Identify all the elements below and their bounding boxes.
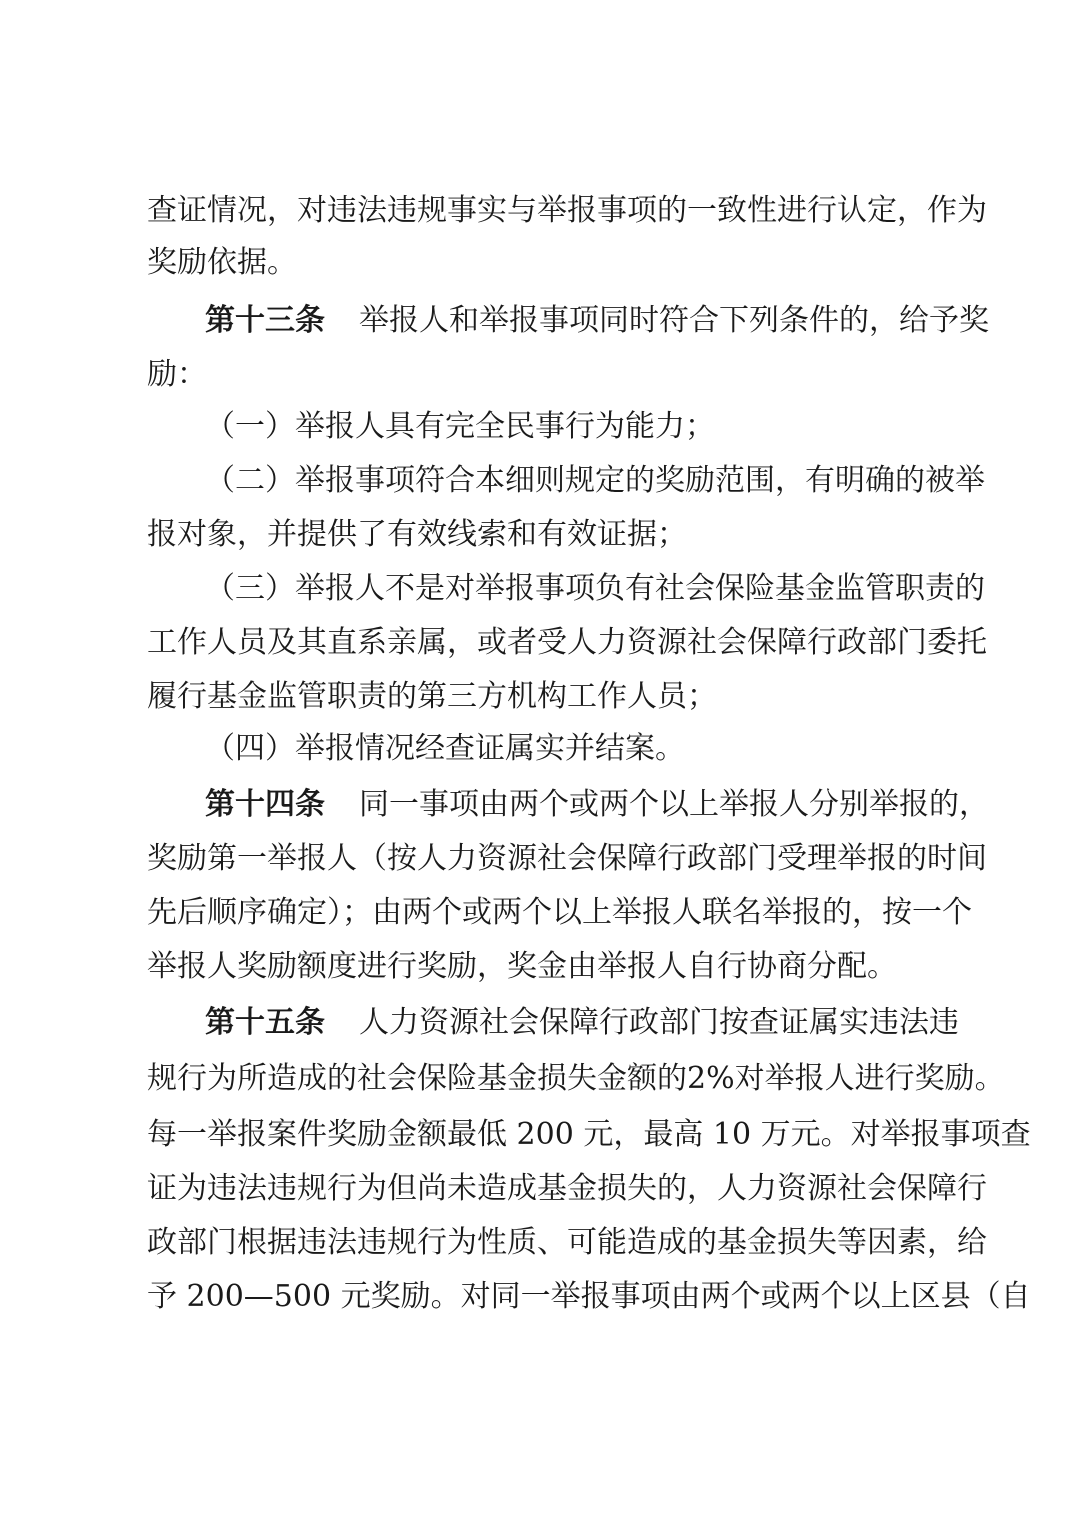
article-13-heading: 第十三条 xyxy=(205,303,325,338)
paragraph-line: 励： xyxy=(147,357,207,392)
article-15-text: 人力资源社会保障行政部门按查证属实违法违 xyxy=(359,1005,959,1040)
paragraph-line: 奖励依据。 xyxy=(147,245,297,280)
list-item-continuation: 工作人员及其直系亲属，或者受人力资源社会保障行政部门委托 xyxy=(147,625,987,660)
list-item: （二）举报事项符合本细则规定的奖励范围，有明确的被举 xyxy=(205,463,985,498)
paragraph-line: 举报人奖励额度进行奖励，奖金由举报人自行协商分配。 xyxy=(147,949,897,984)
paragraph-line: 每一举报案件奖励金额最低 200 元，最高 10 万元。对举报事项查 xyxy=(147,1117,1031,1152)
list-item-continuation: 履行基金监管职责的第三方机构工作人员； xyxy=(147,679,717,714)
paragraph-line: 规行为所造成的社会保险基金损失金额的2%对举报人进行奖励。 xyxy=(147,1061,1005,1096)
article-15-first-line xyxy=(205,996,959,1050)
list-item-continuation: 报对象，并提供了有效线索和有效证据； xyxy=(147,517,687,552)
paragraph-line: 证为违法违规行为但尚未造成基金损失的，人力资源社会保障行 xyxy=(147,1171,987,1206)
article-14-first-line xyxy=(205,778,989,832)
list-item: （一）举报人具有完全民事行为能力； xyxy=(205,409,715,444)
article-14-text: 同一事项由两个或两个以上举报人分别举报的， xyxy=(359,787,989,822)
paragraph-line: 查证情况，对违法违规事实与举报事项的一致性进行认定，作为 xyxy=(147,193,987,228)
paragraph-line: 予 200—500 元奖励。对同一举报事项由两个或两个以上区县（自 xyxy=(147,1279,1031,1314)
article-14-heading: 第十四条 xyxy=(205,787,325,822)
list-item: （四）举报情况经查证属实并结案。 xyxy=(205,731,685,766)
list-item: （三）举报人不是对举报事项负有社会保险基金监管职责的 xyxy=(205,571,985,606)
paragraph-line: 先后顺序确定）；由两个或两个以上举报人联名举报的，按一个 xyxy=(147,895,972,930)
paragraph-line: 政部门根据违法违规行为性质、可能造成的基金损失等因素，给 xyxy=(147,1225,987,1260)
article-15-heading: 第十五条 xyxy=(205,1005,325,1040)
article-13-first-line xyxy=(205,294,989,348)
article-13-text: 举报人和举报事项同时符合下列条件的，给予奖 xyxy=(359,303,989,338)
paragraph-line: 奖励第一举报人（按人力资源社会保障行政部门受理举报的时间 xyxy=(147,841,987,876)
